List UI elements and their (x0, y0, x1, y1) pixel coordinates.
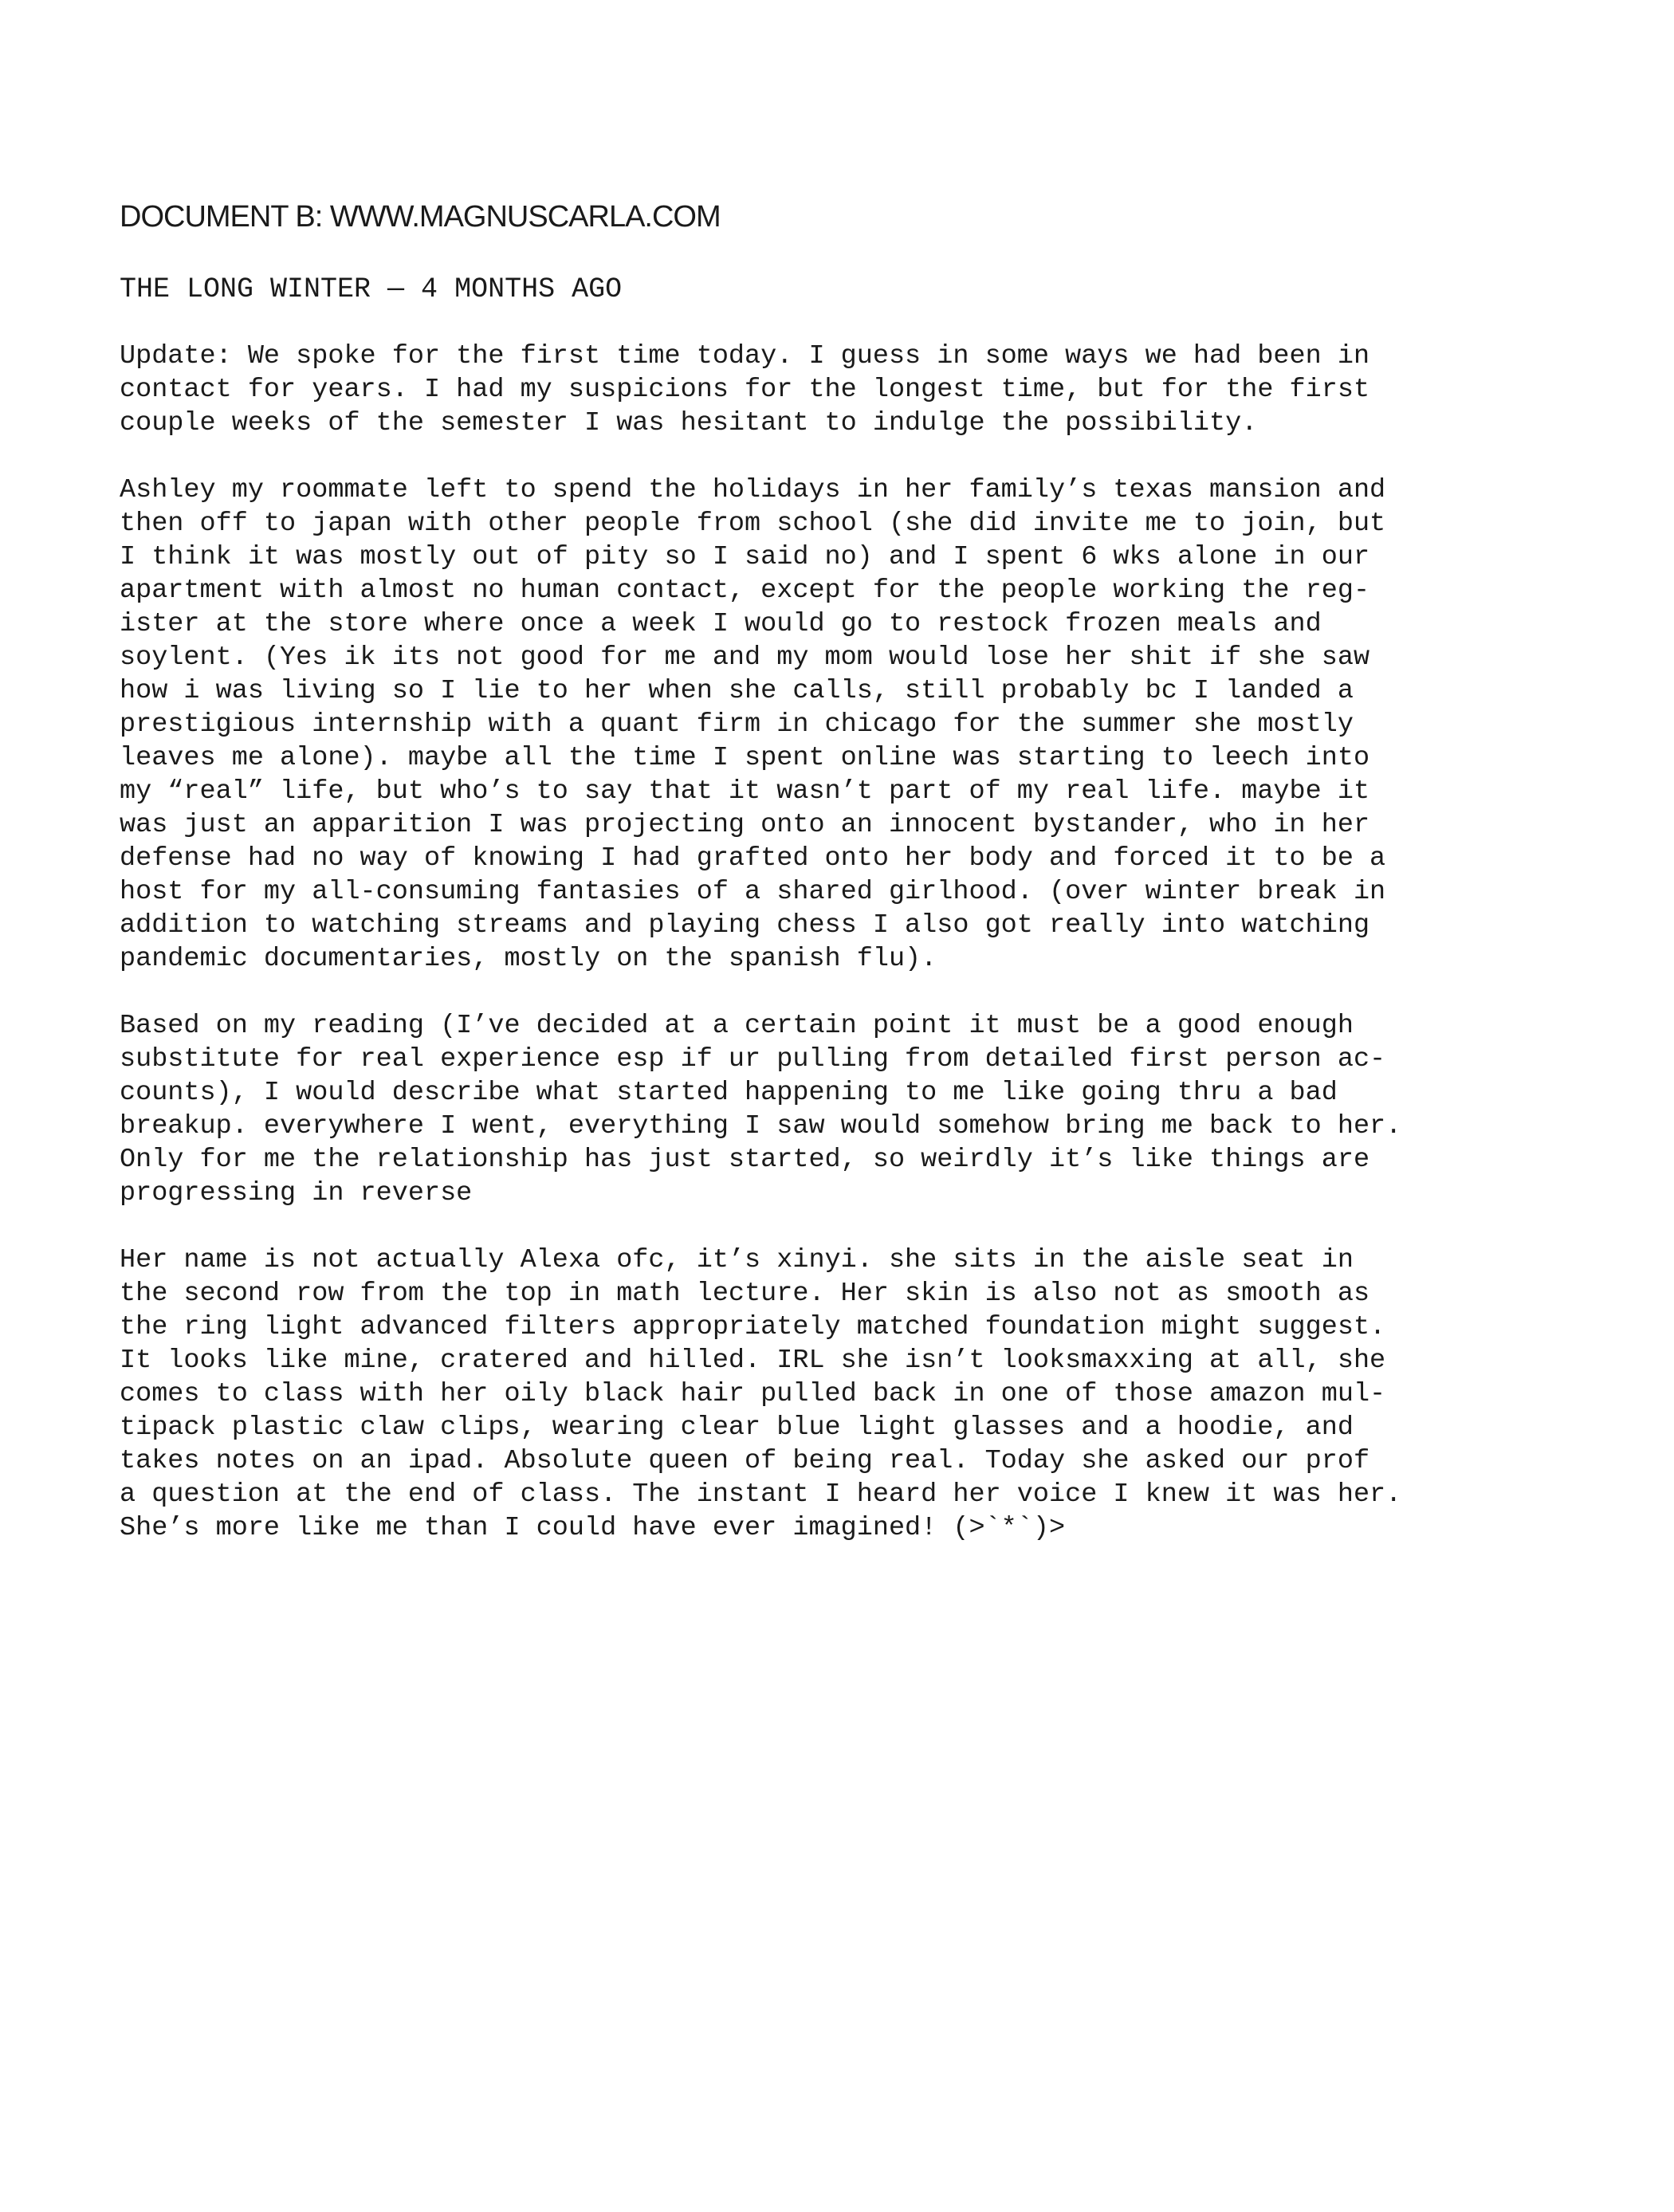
paragraph-update: Update: We spoke for the first time today. I guess in some ways we had been in contact for years. I had my suspicions for the longest time, but for the first couple weeks of the semester I was hesitant to indulge the possibility. (120, 341, 1370, 438)
paragraph-her-name: Her name is not actually Alexa ofc, it’s xinyi. she sits in the aisle seat in the second row from the top in math lecture. Her skin is also not as smooth as the ring light advanced filters appropriately matched foundation might suggest. It looks like mine, cratered and hilled. IRL she isn’t looksmaxxing at all, she comes to class with her oily black hair pulled back in one of those amazon mul- tipack plastic claw clips, wearing clear blue light glasses and a hoodie, and takes notes on an ipad. Absolute queen of being real. Today she asked our prof a question at the end of class. The instant I heard her voice I knew it was her. She’s more like me than I could have ever imagined! (>`*`)> (120, 1245, 1402, 1543)
section-heading: THE LONG WINTER — 4 MONTHS AGO (120, 273, 623, 305)
document-title: DOCUMENT B: WWW.MAGNUSCARLA.COM (120, 200, 721, 234)
paragraph-roommate: Ashley my roommate left to spend the holidays in her family’s texas mansion and then off to japan with other people from school (she did invite me to join, but I think it was mostly out of pity so I said no) and I spent 6 wks alone in our apartment with almost no human contact, except for the people working the reg- ister at the store where once a week I would go to restock frozen meals and soylent. (Yes ik its not good for me and my mom would lose her shit if she saw how i was living so I lie to her when she calls, still probably bc I landed a prestigious internship with a quant firm in chicago for the summer she mostly leaves me alone). maybe all the time I spent online was starting to leech into my “real” life, but who’s to say that it wasn’t part of my real life. maybe it was just an apparition I was projecting onto an innocent bystander, who in her defense had no way of knowing I had grafted onto her body and forced it to be a host for my all-consuming fantasies of a shared girlhood. (over winter break in addition to watching streams and playing chess I also got really into watching pandemic documentaries, mostly on the spanish flu). (120, 475, 1386, 974)
paragraph-reading: Based on my reading (I’ve decided at a certain point it must be a good enough substitute for real experience esp if ur pulling from detailed first person ac- counts), I would describe what started happening to me like going thru a bad breakup. everywhere I went, everything I saw would somehow bring me back to her. Only for me the relationship has just started, so weirdly it’s like things are progressing in reverse (120, 1011, 1402, 1208)
document-page (120, 198, 1602, 1578)
